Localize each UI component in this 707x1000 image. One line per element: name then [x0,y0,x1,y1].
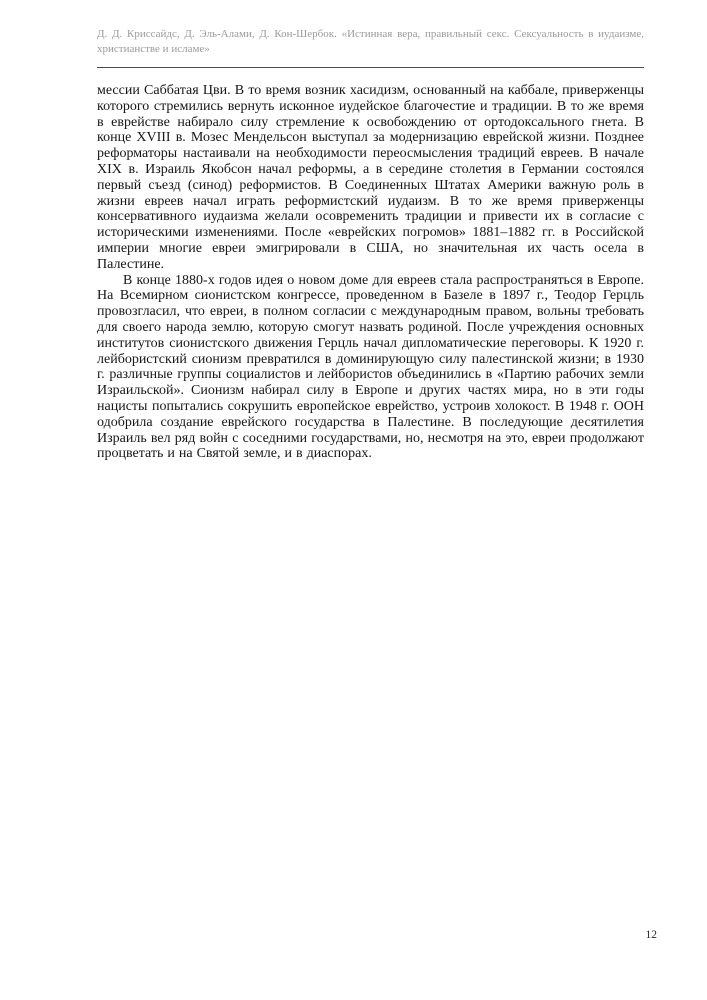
paragraph: мессии Саббатая Цви. В то время возник хасидизм, основанный на каббале, приверженцы которого стремились вернуть исконное иудейское благочестие и традиции. В то же время в еврействе набирало силу стремление к освобождению от ортодоксального гнета. В конце XVIII в. Мозес Мендельсон выступал за модернизацию еврейской жизни. Позднее реформаторы настаивали на необходимости переосмысления традиций евреев. В начале XIX в. Израиль Якобсон начал реформы, а в середине столетия в Германии состоялся первый съезд (синод) реформистов. В Соединенных Штатах Америки важную роль в жизни евреев начал играть реформистский иудаизм. В то же время приверженцы консервативного иудаизма желали осовременить традиции и привести их в согласие с историческими изменениями. После «еврейских погромов» 1881–1882 гг. в Российской империи многие евреи эмигрировали в США, но значительная их часть осела в Палестине. [97,83,644,272]
paragraph: В конце 1880-х годов идея о новом доме для евреев стала распространяться в Европе. На Всемирном сионистском конгрессе, проведенном в Базеле в 1897 г., Теодор Герцль провозгласил, что евреи, в полном согласии с международным правом, вольны требовать для своего народа землю, которую смогут назвать родиной. После учреждения основных институтов сионистского движения Герцль начал дипломатические переговоры. К 1920 г. лейбористский сионизм превратился в доминирующую силу палестинской жизни; в 1930 г. различные группы социалистов и лейбористов объединились в «Партию рабочих земли Израильской». Сионизм набирал силу в Европе и других частях мира, но в эти годы нацисты попытались сокрушить европейское еврейство, устроив холокост. В 1948 г. ООН одобрила создание еврейского государства в Палестине. В последующие десятилетия Израиль вел ряд войн с соседними государствами, но, несмотря на это, евреи продолжают процветать и на Святой земле, и в диаспорах. [97,272,644,462]
page-body [97,83,644,462]
running-header: Д. Д. Криссайдс, Д. Эль-Алами, Д. Кон-Шербок. «Истинная вера, правильный секс. Сексуальность в иудаизме, христианстве и исламе» [97,27,644,68]
page-number: 12 [645,929,657,941]
